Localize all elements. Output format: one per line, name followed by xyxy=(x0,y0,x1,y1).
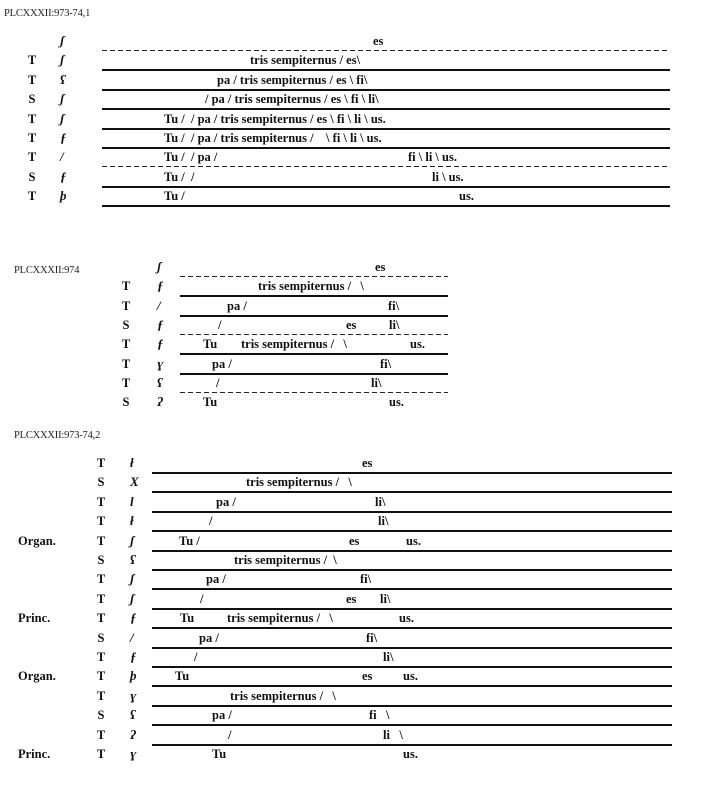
lyric-syllables: Tu xyxy=(180,611,195,626)
note-value-icon: Ɩ xyxy=(130,493,134,509)
note-value-icon: X xyxy=(130,474,139,490)
score-row xyxy=(0,494,707,513)
voice-label: T xyxy=(121,298,131,313)
voice-label: T xyxy=(96,669,106,684)
voice-label: T xyxy=(27,131,37,145)
voice-label: T xyxy=(27,53,37,68)
lyric-syllables: li\ xyxy=(371,375,382,390)
lyric-syllables: Tu / / pa / tris sempiternus / \ fi \ li \ us. xyxy=(164,131,382,145)
note-value-icon: ƒ xyxy=(60,168,67,184)
note-value-icon: ʃ xyxy=(60,52,65,68)
lyric-syllables: li\ xyxy=(380,591,391,606)
lyric-syllables: pa / tris sempiternus / es \ fi\ xyxy=(217,72,368,87)
note-value-icon: ƒ xyxy=(157,336,164,352)
voice-label: T xyxy=(27,72,37,87)
note-value-icon: ʃ xyxy=(157,259,162,274)
lyric-syllables: Tu / xyxy=(164,189,185,204)
score-row xyxy=(0,649,707,668)
lyric-syllables: us. xyxy=(459,189,474,204)
lyric-syllables: tris sempiternus / \ xyxy=(234,553,337,567)
note-value-icon: / xyxy=(130,629,134,645)
voice-label: T xyxy=(96,650,106,664)
note-value-icon: / xyxy=(60,149,64,165)
lyric-syllables: tris sempiternus / \ xyxy=(246,475,352,490)
block-label: PLCXXXII:974 xyxy=(14,265,80,276)
voice-label: T xyxy=(27,189,37,204)
score-row xyxy=(0,630,707,649)
voice-label: T xyxy=(121,279,131,294)
score-row xyxy=(0,394,707,413)
lyric-syllables: us. xyxy=(389,395,404,410)
lyric-syllables: li\ xyxy=(389,317,400,332)
note-value-icon: ʔ xyxy=(130,726,136,742)
note-value-icon: ʃ xyxy=(60,33,65,48)
lyric-syllables: tris sempiternus / es\ xyxy=(250,53,361,68)
lyric-syllables: / xyxy=(200,591,204,606)
lyric-syllables: li\ xyxy=(378,514,389,529)
lyric-syllables: Tu / xyxy=(179,533,200,548)
score-row xyxy=(0,52,707,71)
lyric-syllables: pa / xyxy=(199,630,219,645)
lyric-syllables: Tu xyxy=(212,747,227,761)
lyric-syllables: es xyxy=(362,669,373,684)
lyric-syllables: es xyxy=(349,533,360,548)
note-value-icon: / xyxy=(157,297,161,313)
score-row xyxy=(0,298,707,317)
note-value-icon: ł xyxy=(130,513,134,529)
voice-label: T xyxy=(121,375,131,390)
lyric-syllables: / xyxy=(216,375,220,390)
note-value-icon: ɣ xyxy=(130,687,137,703)
note-value-icon: ł xyxy=(130,455,134,470)
block-label: PLCXXXII:973-74,2 xyxy=(14,430,101,441)
lyric-syllables: pa / xyxy=(212,708,232,723)
note-value-icon: ʔ xyxy=(157,394,163,410)
lyric-syllables: tris sempiternus / \ xyxy=(258,279,364,294)
score-row xyxy=(0,91,707,110)
score-row xyxy=(0,455,707,474)
staff-line xyxy=(102,166,670,167)
lyric-syllables: fi \ li \ us. xyxy=(408,150,457,165)
voice-label: T xyxy=(96,572,106,587)
score-row xyxy=(0,571,707,590)
lyric-syllables: li\ xyxy=(383,650,394,664)
note-value-icon: ʕ xyxy=(60,71,66,87)
lyric-syllables: fi\ xyxy=(360,572,372,587)
score-row xyxy=(0,552,707,571)
lyric-syllables: us. xyxy=(403,669,418,684)
lyric-syllables: li\ xyxy=(375,494,386,509)
lyric-syllables: es xyxy=(375,260,386,274)
voice-label: T xyxy=(96,727,106,742)
score-row xyxy=(0,336,707,355)
score-row xyxy=(0,668,707,687)
lyric-syllables: us. xyxy=(399,611,414,626)
note-value-icon: ƒ xyxy=(130,610,137,626)
lyric-syllables: pa / xyxy=(206,572,226,587)
voice-label: S xyxy=(122,395,130,410)
voice-label: S xyxy=(97,475,105,490)
lyric-syllables: us. xyxy=(406,533,421,548)
score-row xyxy=(0,317,707,336)
registration-label: Organ. xyxy=(18,533,56,548)
score-row xyxy=(0,169,707,188)
score-row xyxy=(0,72,707,91)
staff-line xyxy=(102,50,670,51)
voice-label: S xyxy=(122,317,130,332)
lyric-syllables: fi\ xyxy=(366,630,378,645)
score-row xyxy=(0,188,707,207)
lyric-syllables: fi\ xyxy=(388,298,400,313)
registration-label: Princ. xyxy=(18,611,51,626)
note-value-icon: ʕ xyxy=(130,707,136,723)
lyric-syllables: Tu xyxy=(203,395,218,410)
note-value-icon: ʃ xyxy=(130,590,135,606)
block-label: PLCXXXII:973-74,1 xyxy=(4,8,91,19)
lyric-syllables: Tu / / pa / xyxy=(164,150,218,165)
note-value-icon: ƒ xyxy=(157,278,164,294)
voice-label: T xyxy=(96,747,106,761)
lyric-syllables: Tu / / pa / tris sempiternus / es \ fi \ li \ us. xyxy=(164,111,386,126)
lyric-syllables: / xyxy=(209,514,213,529)
score-row xyxy=(0,33,707,52)
voice-label: T xyxy=(121,356,131,371)
registration-label: Organ. xyxy=(18,669,56,684)
staff-line xyxy=(180,392,448,393)
note-value-icon: ɣ xyxy=(157,355,164,371)
score-row xyxy=(0,474,707,493)
voice-label: T xyxy=(96,591,106,606)
voice-label: S xyxy=(97,553,105,567)
lyric-syllables: / xyxy=(218,317,222,332)
lyric-syllables: es xyxy=(346,591,357,606)
lyric-syllables: fi \ xyxy=(369,708,390,723)
voice-label: S xyxy=(28,169,36,184)
voice-label: T xyxy=(121,337,131,352)
lyric-syllables: fi\ xyxy=(380,356,392,371)
note-value-icon: ʃ xyxy=(60,91,65,107)
voice-label: T xyxy=(27,150,37,165)
lyric-syllables: pa / xyxy=(227,298,247,313)
score-row xyxy=(0,259,707,278)
staff-line xyxy=(180,276,448,277)
voice-label: S xyxy=(97,630,105,645)
voice-label: T xyxy=(96,688,106,703)
score-row xyxy=(0,513,707,532)
lyric-syllables: li \ us. xyxy=(432,169,464,184)
staff-line xyxy=(180,334,448,335)
lyric-syllables: us. xyxy=(410,337,425,352)
voice-label: S xyxy=(28,92,36,107)
note-value-icon: ʕ xyxy=(157,374,163,390)
note-value-icon: þ xyxy=(60,188,67,204)
lyric-syllables: tris sempiternus / \ xyxy=(241,337,347,352)
registration-label: Princ. xyxy=(18,747,51,761)
voice-label: T xyxy=(96,494,106,509)
voice-label: T xyxy=(96,456,106,470)
lyric-syllables: Tu xyxy=(175,669,190,684)
voice-label: T xyxy=(96,533,106,548)
score-row xyxy=(0,688,707,707)
score-row xyxy=(0,707,707,726)
lyric-syllables: Tu xyxy=(203,337,218,352)
lyric-syllables: tris sempiternus / \ xyxy=(227,611,333,626)
score-row xyxy=(0,356,707,375)
lyric-syllables: Tu / / xyxy=(164,169,195,184)
voice-label: T xyxy=(27,111,37,126)
voice-label: S xyxy=(97,708,105,723)
lyric-syllables: / pa / tris sempiternus / es \ fi \ li\ xyxy=(205,92,379,107)
score-row xyxy=(0,278,707,297)
voice-label: T xyxy=(96,611,106,626)
note-value-icon: ƒ xyxy=(60,130,67,145)
score-row xyxy=(0,727,707,746)
lyric-syllables: es xyxy=(362,456,373,470)
score-row xyxy=(0,610,707,629)
score-row xyxy=(0,591,707,610)
lyric-syllables: pa / xyxy=(212,356,232,371)
lyric-syllables: / xyxy=(194,650,198,664)
score-row xyxy=(0,130,707,149)
score-row xyxy=(0,149,707,168)
note-value-icon: ƒ xyxy=(157,316,164,332)
lyric-syllables: pa / xyxy=(216,494,236,509)
note-value-icon: ʃ xyxy=(130,532,135,548)
note-value-icon: ʃ xyxy=(130,571,135,587)
lyric-syllables: / xyxy=(228,727,232,742)
note-value-icon: ɣ xyxy=(130,746,137,761)
lyric-syllables: es xyxy=(373,34,384,48)
score-row xyxy=(0,111,707,130)
note-value-icon: ʃ xyxy=(60,110,65,126)
score-row xyxy=(0,533,707,552)
lyric-syllables: tris sempiternus / \ xyxy=(230,688,336,703)
lyric-syllables: li \ xyxy=(383,727,403,742)
note-value-icon: ƒ xyxy=(130,649,137,664)
voice-label: T xyxy=(96,514,106,529)
score-row xyxy=(0,746,707,765)
note-value-icon: þ xyxy=(130,668,137,684)
note-value-icon: ʕ xyxy=(130,552,136,567)
lyric-syllables: us. xyxy=(403,747,418,761)
staff-line xyxy=(102,205,670,207)
lyric-syllables: es xyxy=(346,317,357,332)
score-row xyxy=(0,375,707,394)
